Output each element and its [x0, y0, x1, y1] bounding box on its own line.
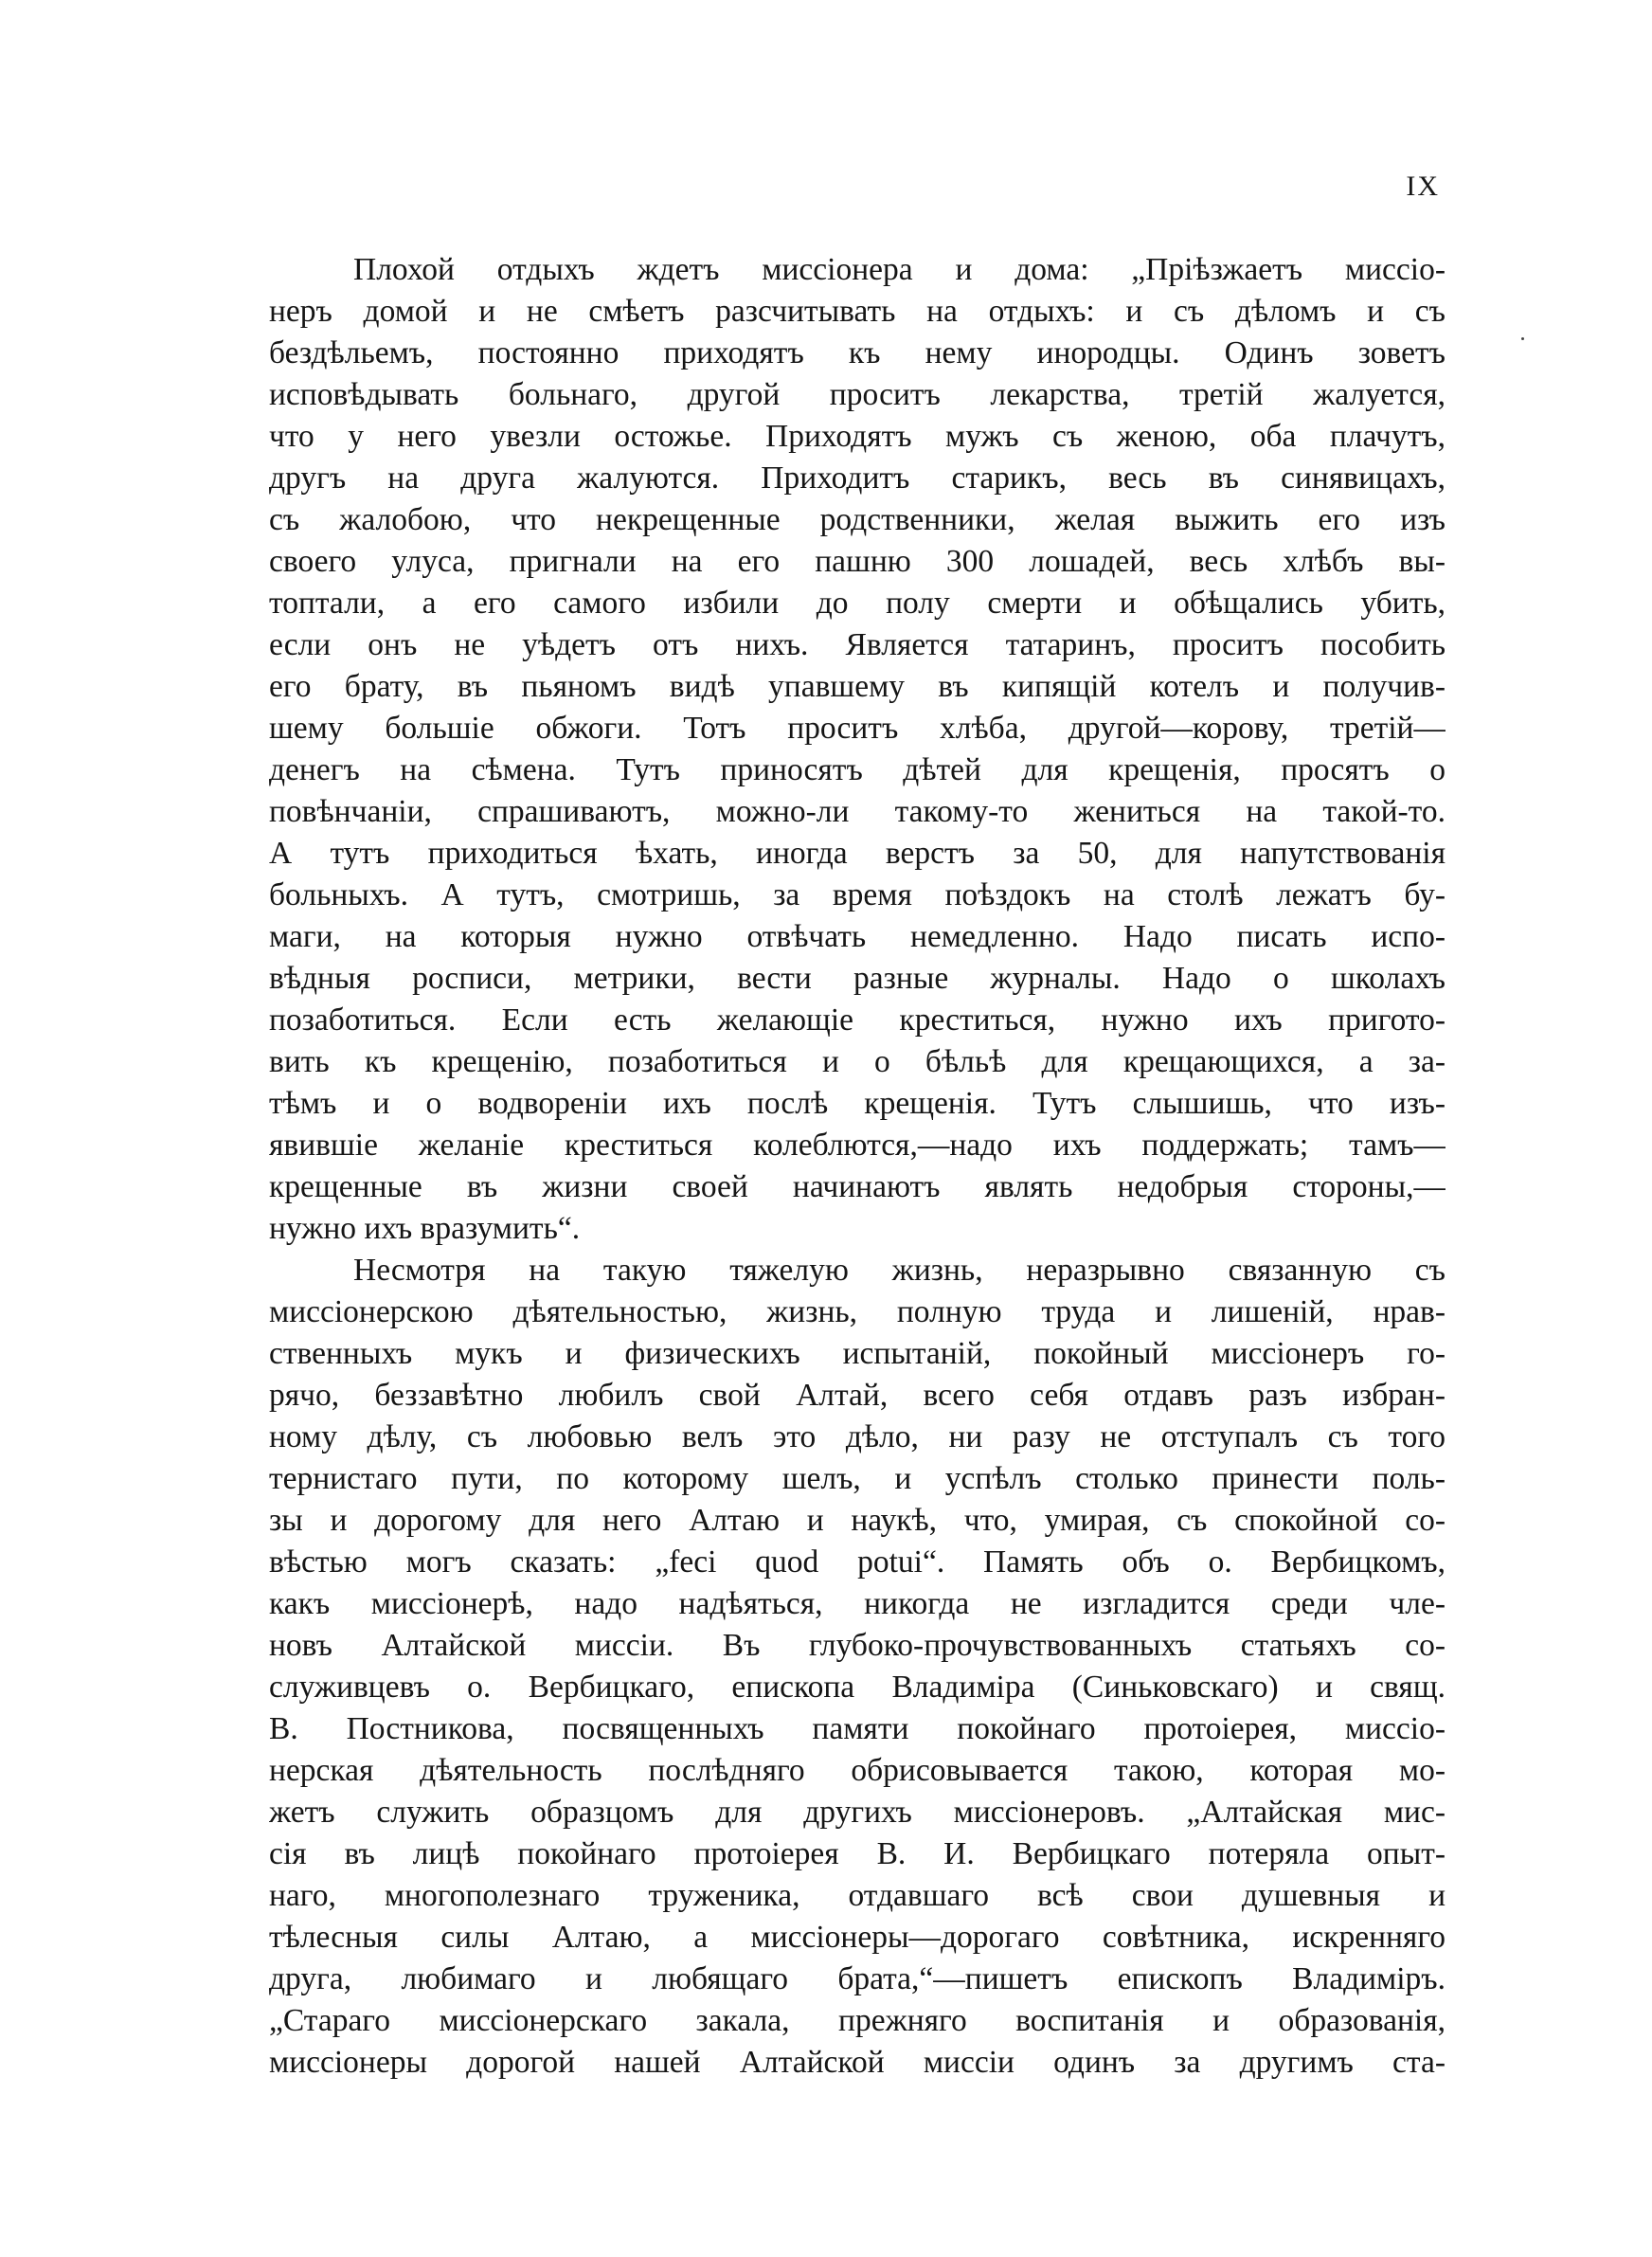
text-line: наго, многополезнаго труженика, отдавшаго всѣ свои душевныя и [269, 1878, 1446, 1913]
text-line: вѣдныя росписи, метрики, вести разные журналы. Надо о школахъ [269, 961, 1446, 996]
text-line: бездѣльемъ, постоянно приходятъ къ нему инородцы. Одинъ зоветъ [269, 335, 1446, 370]
text-line: друга, любимаго и любящаго брата,“—пишетъ епископъ Владиміръ. [269, 1961, 1446, 1996]
scan-speck [1521, 337, 1524, 340]
text-line: тѣмъ и о водвореніи ихъ послѣ крещенія. Тутъ слышишь, что изъ- [269, 1086, 1446, 1121]
text-line: А тутъ приходиться ѣхать, иногда верстъ за 50, для напутствованія [269, 836, 1446, 871]
text-line: маги, на которыя нужно отвѣчать немедленно. Надо писать испо- [269, 919, 1446, 954]
text-line: вѣстью могъ сказать: „feci quod potui“. Память объ о. Вербицкомъ, [269, 1544, 1446, 1580]
text-line: сія въ лицѣ покойнаго протоіерея В. И. Вербицкаго потеряла опыт- [269, 1836, 1446, 1871]
text-line: миссіонерскою дѣятельностью, жизнь, полную труда и лишеній, нрав- [269, 1294, 1446, 1329]
text-line: своего улуса, пригнали на его пашню 300 лошадей, весь хлѣбъ вы- [269, 544, 1446, 579]
text-line: съ жалобою, что некрещенные родственники, желая выжить его изъ [269, 502, 1446, 537]
text-line: служивцевъ о. Вербицкаго, епископа Владиміра (Синьковскаго) и свящ. [269, 1670, 1446, 1705]
text-line: нужно ихъ вразумить“. [269, 1211, 581, 1246]
text-line: денегъ на сѣмена. Тутъ приносятъ дѣтей для крещенія, просятъ о [269, 752, 1446, 787]
page-number: IX [1406, 171, 1440, 202]
text-line: неръ домой и не смѣетъ разсчитывать на отдыхъ: и съ дѣломъ и съ [269, 294, 1446, 329]
text-line: позаботиться. Если есть желающіе креститься, нужно ихъ пригото- [269, 1002, 1446, 1038]
text-line: Несмотря на такую тяжелую жизнь, неразрывно связанную съ [353, 1253, 1446, 1288]
text-line: больныхъ. А тутъ, смотришь, за время поѣздокъ на столѣ лежатъ бу- [269, 877, 1446, 912]
text-line: исповѣдывать больнаго, другой проситъ лекарства, третій жалуется, [269, 377, 1446, 412]
text-line: его брату, въ пьяномъ видѣ упавшему въ кипящій котелъ и получив- [269, 669, 1446, 704]
text-line: шему большіе обжоги. Тотъ проситъ хлѣба, другой—корову, третій— [269, 711, 1446, 746]
text-line: топтали, а его самого избили до полу смерти и обѣщались убить, [269, 586, 1446, 621]
text-line: зы и дорогому для него Алтаю и наукѣ, что, умирая, съ спокойной со- [269, 1503, 1446, 1538]
text-line: миссіонеры дорогой нашей Алтайской миссіи одинъ за другимъ ста- [269, 2045, 1446, 2080]
text-line: какъ миссіонерѣ, надо надѣяться, никогда не изгладится среди чле- [269, 1586, 1446, 1621]
text-line: В. Постникова, посвященныхъ памяти покойнаго протоіерея, миссіо- [269, 1711, 1446, 1746]
text-line: если онъ не уѣдетъ отъ нихъ. Является татаринъ, проситъ пособить [269, 627, 1446, 662]
text-line: вить къ крещенію, позаботиться и о бѣльѣ для крещающихся, а за- [269, 1044, 1446, 1079]
text-line: ному дѣлу, съ любовью велъ это дѣло, ни разу не отступалъ съ того [269, 1419, 1446, 1454]
text-line: что у него увезли остожье. Приходятъ мужъ съ женою, оба плачутъ, [269, 419, 1446, 454]
text-line: нерская дѣятельность послѣдняго обрисовывается такою, которая мо- [269, 1753, 1446, 1788]
text-line: рячо, беззавѣтно любилъ свой Алтай, всего себя отдавъ разъ избран- [269, 1378, 1446, 1413]
text-line: жетъ служить образцомъ для другихъ миссіонеровъ. „Алтайская мис- [269, 1795, 1446, 1830]
text-line: „Стараго миссіонерскаго закала, прежняго воспитанія и образованія, [269, 2003, 1446, 2038]
text-line: новъ Алтайской миссіи. Въ глубоко-прочувствованныхъ статьяхъ со- [269, 1628, 1446, 1663]
text-line: другъ на друга жалуются. Приходитъ старикъ, весь въ синявицахъ, [269, 460, 1446, 496]
text-line: явившіе желаніе креститься колеблются,—надо ихъ поддержать; тамъ— [269, 1128, 1446, 1163]
text-line: тѣлесныя силы Алтаю, а миссіонеры—дорогаго совѣтника, искренняго [269, 1920, 1446, 1955]
text-line: ственныхъ мукъ и физическихъ испытаній, покойный миссіонеръ го- [269, 1336, 1446, 1371]
text-line: крещенные въ жизни своей начинаютъ являть недобрыя стороны,— [269, 1169, 1446, 1204]
text-line: повѣнчаніи, спрашиваютъ, можно-ли такому-то жениться на такой-то. [269, 794, 1446, 829]
text-line: Плохой отдыхъ ждетъ миссіонера и дома: „Пріѣзжаетъ миссіо- [353, 252, 1446, 287]
text-line: тернистаго пути, по которому шелъ, и успѣлъ столько принести поль- [269, 1461, 1446, 1496]
